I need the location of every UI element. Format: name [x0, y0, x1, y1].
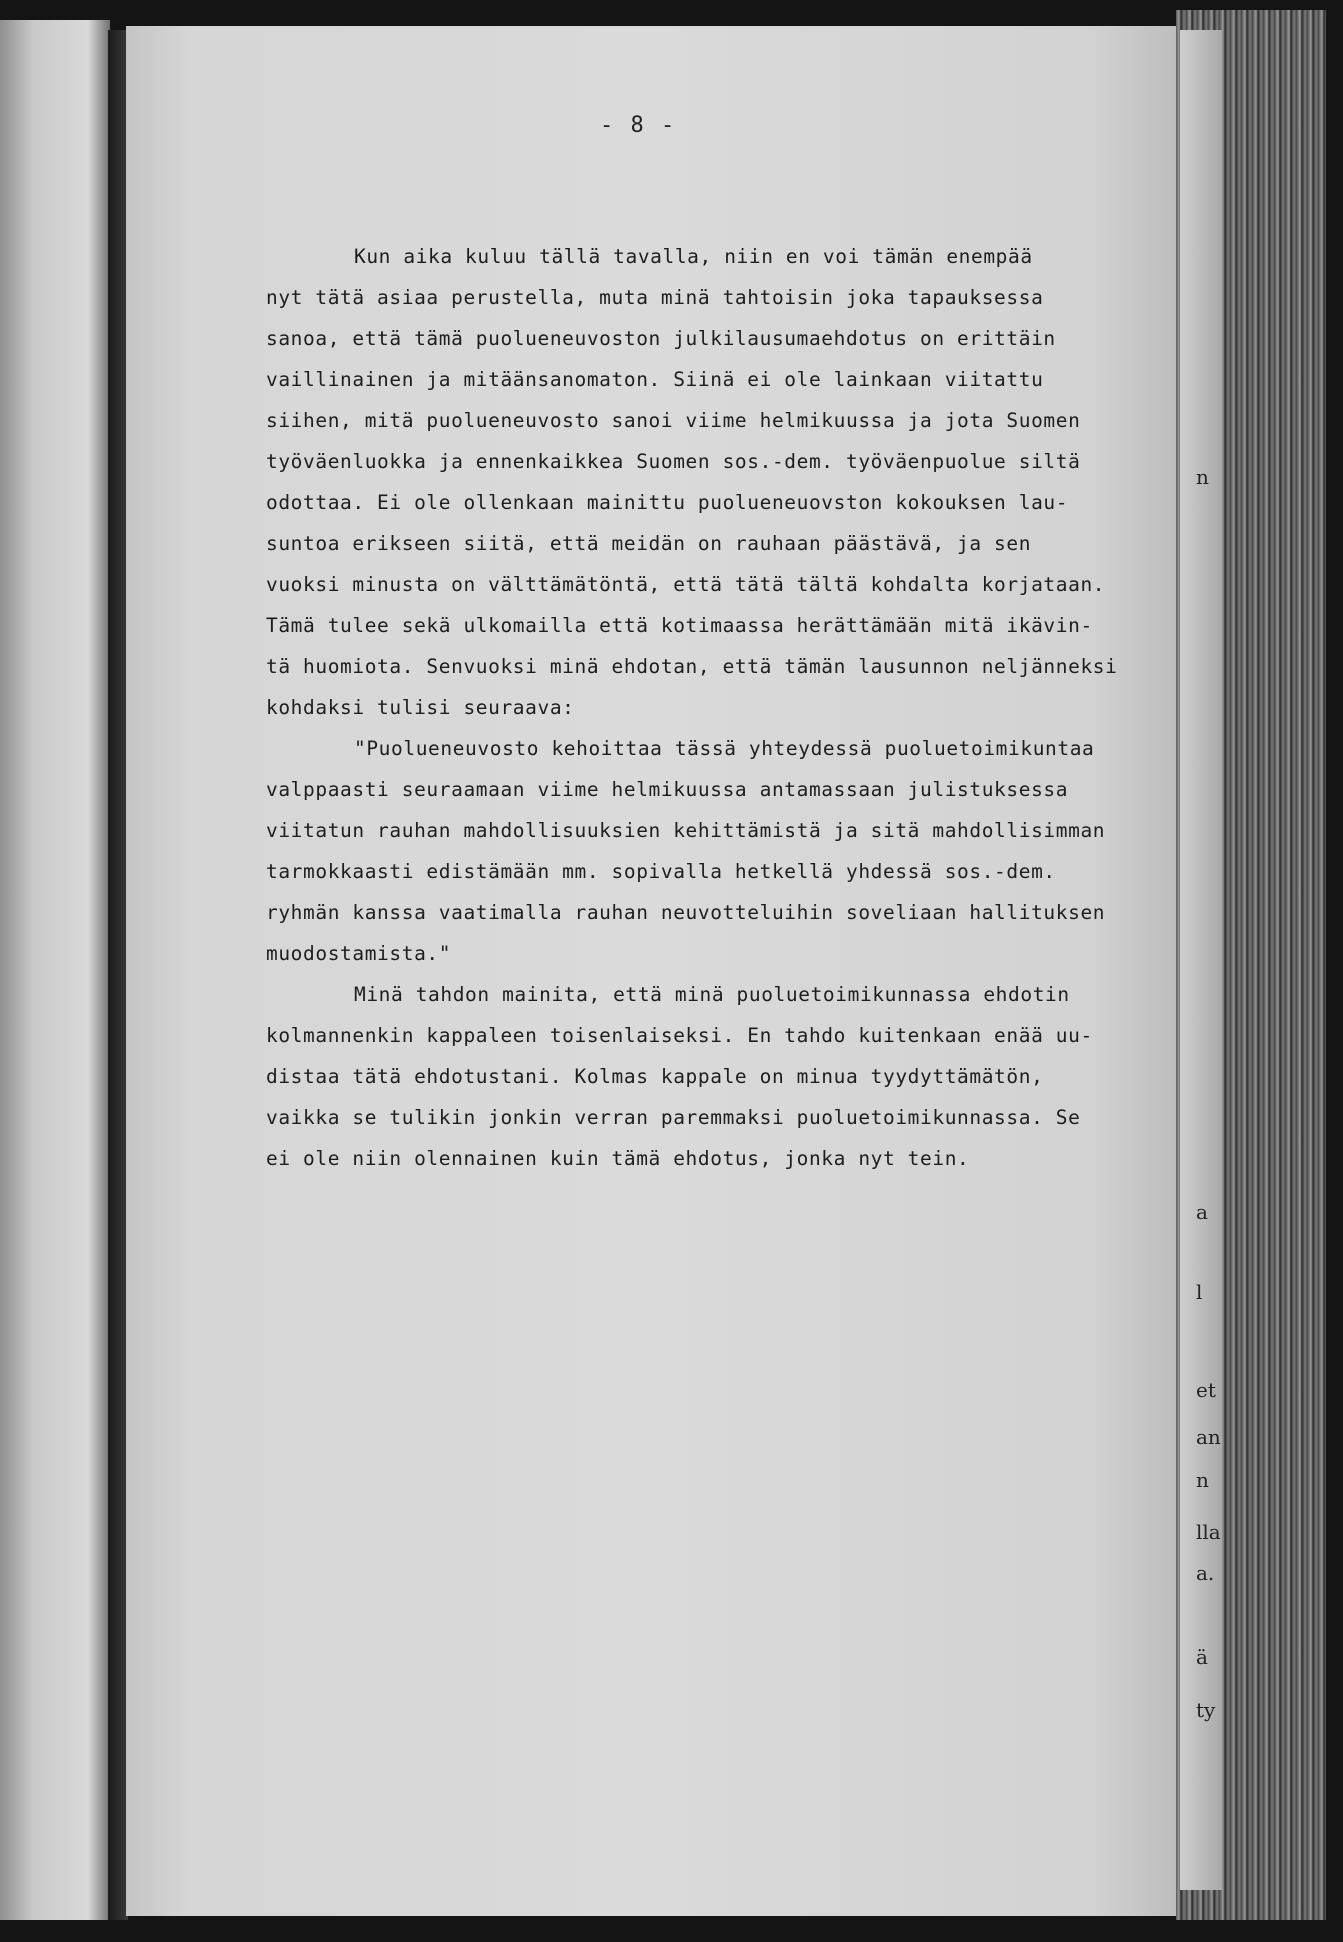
text-line: tä huomiota. Senvuoksi minä ehdotan, että tämän lausunnon neljänneksi	[266, 655, 1118, 678]
text-line: Minä tahdon mainita, että minä puoluetoimikunnassa ehdotin	[354, 983, 1070, 1006]
edge-fragment: a	[1196, 1200, 1208, 1224]
text-line: kohdaksi tulisi seuraava:	[266, 696, 575, 719]
body-text	[266, 236, 1146, 1179]
text-line: vaikka se tulikin jonkin verran paremmaksi puoluetoimikunnassa. Se	[266, 1106, 1081, 1129]
edge-fragment: l	[1196, 1280, 1203, 1304]
text-line: nyt tätä asiaa perustella, muta minä tahtoisin joka tapauksessa	[266, 286, 1044, 309]
text-line: suntoa erikseen siitä, että meidän on rauhaan päästävä, ja sen	[266, 532, 1032, 555]
text-line: ryhmän kanssa vaatimalla rauhan neuvotteluihin soveliaan hallituksen	[266, 901, 1106, 924]
text-line: Kun aika kuluu tällä tavalla, niin en voi tämän enempää	[354, 245, 1033, 268]
edge-fragment: et	[1196, 1378, 1216, 1402]
text-line: viitatun rauhan mahdollisuuksien kehittämistä ja sitä mahdollisimman	[266, 819, 1106, 842]
text-line: siihen, mitä puolueneuvosto sanoi viime helmikuussa ja jota Suomen	[266, 409, 1081, 432]
text-line: odottaa. Ei ole ollenkaan mainittu puolueneuovston kokouksen lau-	[266, 491, 1069, 514]
text-line: vaillinainen ja mitäänsanomaton. Siinä ei ole lainkaan viitattu	[266, 368, 1044, 391]
text-line: tarmokkaasti edistämään mm. sopivalla hetkellä yhdessä sos.-dem.	[266, 860, 1056, 883]
next-page-edge	[1180, 30, 1222, 1890]
text-line: sanoa, että tämä puolueneuvoston julkilausumaehdotus on erittäin	[266, 327, 1056, 350]
book-gutter	[108, 30, 128, 1920]
edge-fragment: n	[1196, 1468, 1209, 1492]
edge-fragment: an	[1196, 1425, 1221, 1449]
text-line: kolmannenkin kappaleen toisenlaiseksi. En tahdo kuitenkaan enää uu-	[266, 1024, 1093, 1047]
text-line: vuoksi minusta on välttämätöntä, että tätä tältä kohdalta korjataan.	[266, 573, 1106, 596]
edge-fragment: n	[1196, 465, 1209, 489]
text-line: ei ole niin olennainen kuin tämä ehdotus, jonka nyt tein.	[266, 1147, 970, 1170]
left-book-edge	[0, 20, 110, 1920]
text-line: työväenluokka ja ennenkaikkea Suomen sos.-dem. työväenpuolue siltä	[266, 450, 1081, 473]
edge-fragment: a.	[1196, 1561, 1215, 1585]
text-line: muodostamista."	[266, 942, 452, 965]
text-line: Tämä tulee sekä ulkomailla että kotimaassa herättämään mitä ikävin-	[266, 614, 1093, 637]
text-line: valppaasti seuraamaan viime helmikuussa antamassaan julistuksessa	[266, 778, 1069, 801]
text-line: distaa tätä ehdotustani. Kolmas kappale on minua tyydyttämätön,	[266, 1065, 1044, 1088]
page-number: - 8 -	[600, 113, 677, 138]
edge-fragment: ä	[1196, 1645, 1208, 1669]
text-line: "Puolueneuvosto kehoittaa tässä yhteydessä puoluetoimikuntaa	[354, 737, 1095, 760]
edge-fragment: ty	[1196, 1698, 1216, 1722]
edge-fragment: lla	[1196, 1520, 1221, 1544]
